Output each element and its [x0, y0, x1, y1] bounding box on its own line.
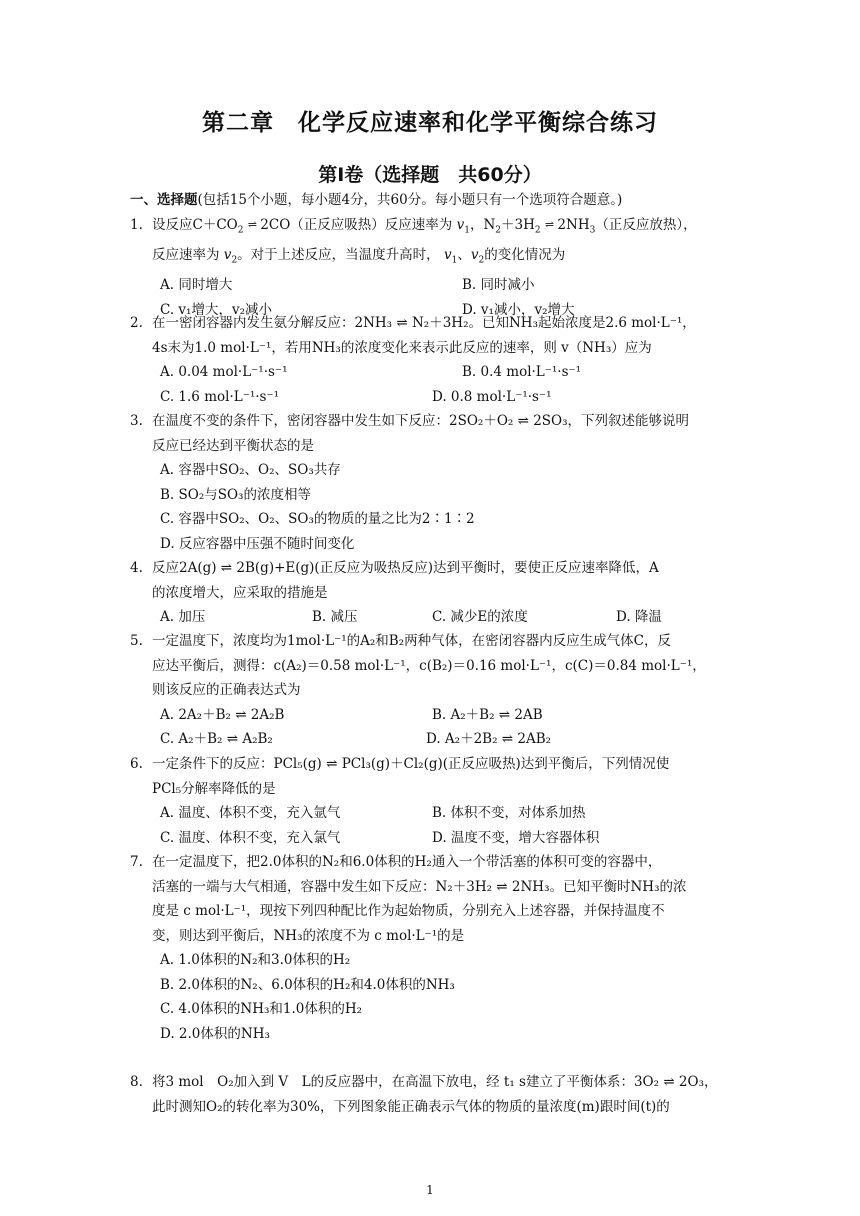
option-b[interactable]: B. 2.0体积的N₂、6.0体积的H₂和4.0体积的NH₃ [160, 976, 455, 993]
section-label: 一、选择题 [130, 192, 198, 208]
question-number: 6. [130, 756, 143, 772]
option-b[interactable]: B. 减压 [312, 609, 358, 625]
option-d[interactable]: D. 0.8 mol·L⁻¹·s⁻¹ [432, 388, 552, 405]
section-note: (包括15个小题，每小题4分，共60分。每小题只有一个选项符合题意。) [197, 192, 623, 208]
option-c[interactable]: C. 1.6 mol·L⁻¹·s⁻¹ [160, 388, 279, 405]
option-a[interactable]: A. 0.04 mol·L⁻¹·s⁻¹ [160, 364, 288, 380]
question-number: 4. [130, 560, 143, 576]
options-row [130, 727, 740, 752]
question-8 [130, 1070, 740, 1119]
question-number: 8. [130, 1074, 143, 1090]
option-a[interactable]: A. 同时增大 [160, 277, 233, 294]
volume-subtitle: 第Ⅰ卷（选择题 共60分） [318, 164, 542, 186]
question-3 [130, 409, 740, 556]
question-1 [130, 213, 740, 322]
question-number: 7. [130, 854, 143, 870]
option-d[interactable]: D. 温度不变，增大容器体积 [432, 829, 600, 846]
option-a[interactable]: A. 温度、体积不变，充入氩气 [160, 805, 341, 821]
question-stem: 在温度不变的条件下，密闭容器中发生如下反应：2SO₂＋O₂ ⇌ 2SO₃，下列叙述能够说明 反应已经达到平衡状态的是 [152, 413, 690, 454]
option-d[interactable]: D. 反应容器中压强不随时间变化 [160, 535, 355, 552]
section-heading [130, 189, 622, 211]
question-7 [130, 850, 740, 1046]
options-row [130, 605, 740, 630]
question-5 [130, 629, 740, 752]
question-2 [130, 311, 740, 409]
options-row [130, 801, 740, 826]
question-number: 1. [130, 217, 143, 233]
option-c[interactable]: C. 温度、体积不变，充入氯气 [160, 829, 341, 846]
options-row [130, 826, 740, 851]
question-stem: 设反应$C+CO_2$ ⇌ 2CO（正反应吸热）反应速率为 $v_1$，$N_2+3H_2$ ⇌ $2NH_3$（正反应放热）， 反应速率为 $v_2$。对于上述反应，当温度升高时， $v_1$、$v_2$的变化情况为 [152, 217, 697, 266]
option-c[interactable]: C. 容器中SO₂、O₂、SO₃的物质的量之比为2∶1∶2 [160, 511, 475, 527]
question-stem: 一定温度下，浓度均为1mol·L⁻¹的A₂和B₂两种气体，在密闭容器内反应生成气体C，反 应达平衡后，测得：c(A₂)＝0.58 mol·L⁻¹，c(B₂)＝0.16 mol·L⁻¹，c(C)＝0.84 mol·L⁻¹， 则该反应的正确表达式为 [152, 633, 706, 698]
question-6 [130, 752, 740, 850]
options-row [130, 360, 740, 385]
option-d[interactable]: D. 2.0体积的NH₃ [160, 1025, 270, 1042]
question-number: 3. [130, 413, 143, 429]
option-a[interactable]: A. 加压 [160, 609, 206, 625]
option-c[interactable]: C. 减少E的浓度 [432, 609, 528, 625]
option-d[interactable]: D. A₂＋2B₂ ⇌ 2AB₂ [426, 731, 552, 747]
question-stem: 在一定温度下，把2.0体积的N₂和6.0体积的H₂通入一个带活塞的体积可变的容器中， 活塞的一端与大气相通，容器中发生如下反应：N₂＋3H₂ ⇌ 2NH₃。已知平衡时NH₃的浓 度是 c mol·L⁻¹，现按下列四种配比作为起始物质，分别充入上述容器，并保持温度不 变，则达到平衡后，NH₃的浓度不为 c mol·L⁻¹的是 [152, 854, 687, 944]
chapter-title: 第二章 化学反应速率和化学平衡综合练习 [202, 110, 658, 136]
option-c[interactable]: C. A₂＋B₂ ⇌ A₂B₂ [160, 731, 273, 747]
option-d[interactable]: D. 降温 [616, 609, 662, 625]
option-b[interactable]: B. SO₂与SO₃的浓度相等 [160, 486, 311, 503]
question-stem: 将3 mol O₂加入到 V L的反应器中，在高温下放电，经 t₁ s建立了平衡体系：3O₂ ⇌ 2O₃， 此时测知O₂的转化率为30%，下列图象能正确表示气体的物质的量浓度(m)跟时间(t)的 [152, 1074, 718, 1115]
option-b[interactable]: B. A₂＋B₂ ⇌ 2AB [432, 706, 543, 723]
question-stem: 反应2A(g) ⇌ 2B(g)+E(g)(正反应为吸热反应)达到平衡时，要使正反应速率降低，A 的浓度增大，应采取的措施是 [152, 560, 659, 601]
question-number: 2. [130, 315, 143, 331]
option-a[interactable]: A. 2A₂＋B₂ ⇌ 2A₂B [160, 706, 285, 723]
option-a[interactable]: A. 1.0体积的N₂和3.0体积的H₂ [160, 952, 351, 968]
option-c[interactable]: C. v₁增大，v₂减小 [160, 301, 273, 318]
options-row [130, 703, 740, 728]
option-b[interactable]: B. 体积不变，对体系加热 [432, 805, 586, 821]
question-4 [130, 556, 740, 630]
options-row [130, 273, 740, 298]
question-stem: 一定条件下的反应：PCl₅(g) ⇌ PCl₃(g)＋Cl₂(g)(正反应吸热)达到平衡后，下列情况使 PCl₅分解率降低的是 [152, 756, 670, 797]
question-number: 5. [130, 633, 143, 649]
question-stem: 在一密闭容器内发生氨分解反应：2NH₃ ⇌ N₂＋3H₂。已知NH₃起始浓度是2.6 mol·L⁻¹， 4s末为1.0 mol·L⁻¹，若用NH₃的浓度变化来表示此反应的速率，则 v（NH₃）应为 [152, 315, 696, 356]
option-a[interactable]: A. 容器中SO₂、O₂、SO₃共存 [160, 462, 341, 478]
options-row [130, 385, 740, 410]
option-b[interactable]: B. 同时减小 [462, 277, 535, 294]
option-b[interactable]: B. 0.4 mol·L⁻¹·s⁻¹ [462, 364, 582, 380]
page-number: 1 [426, 1183, 434, 1197]
option-c[interactable]: C. 4.0体积的NH₃和1.0体积的H₂ [160, 1001, 363, 1017]
option-d[interactable]: D. v₁减小，v₂增大 [462, 301, 575, 318]
